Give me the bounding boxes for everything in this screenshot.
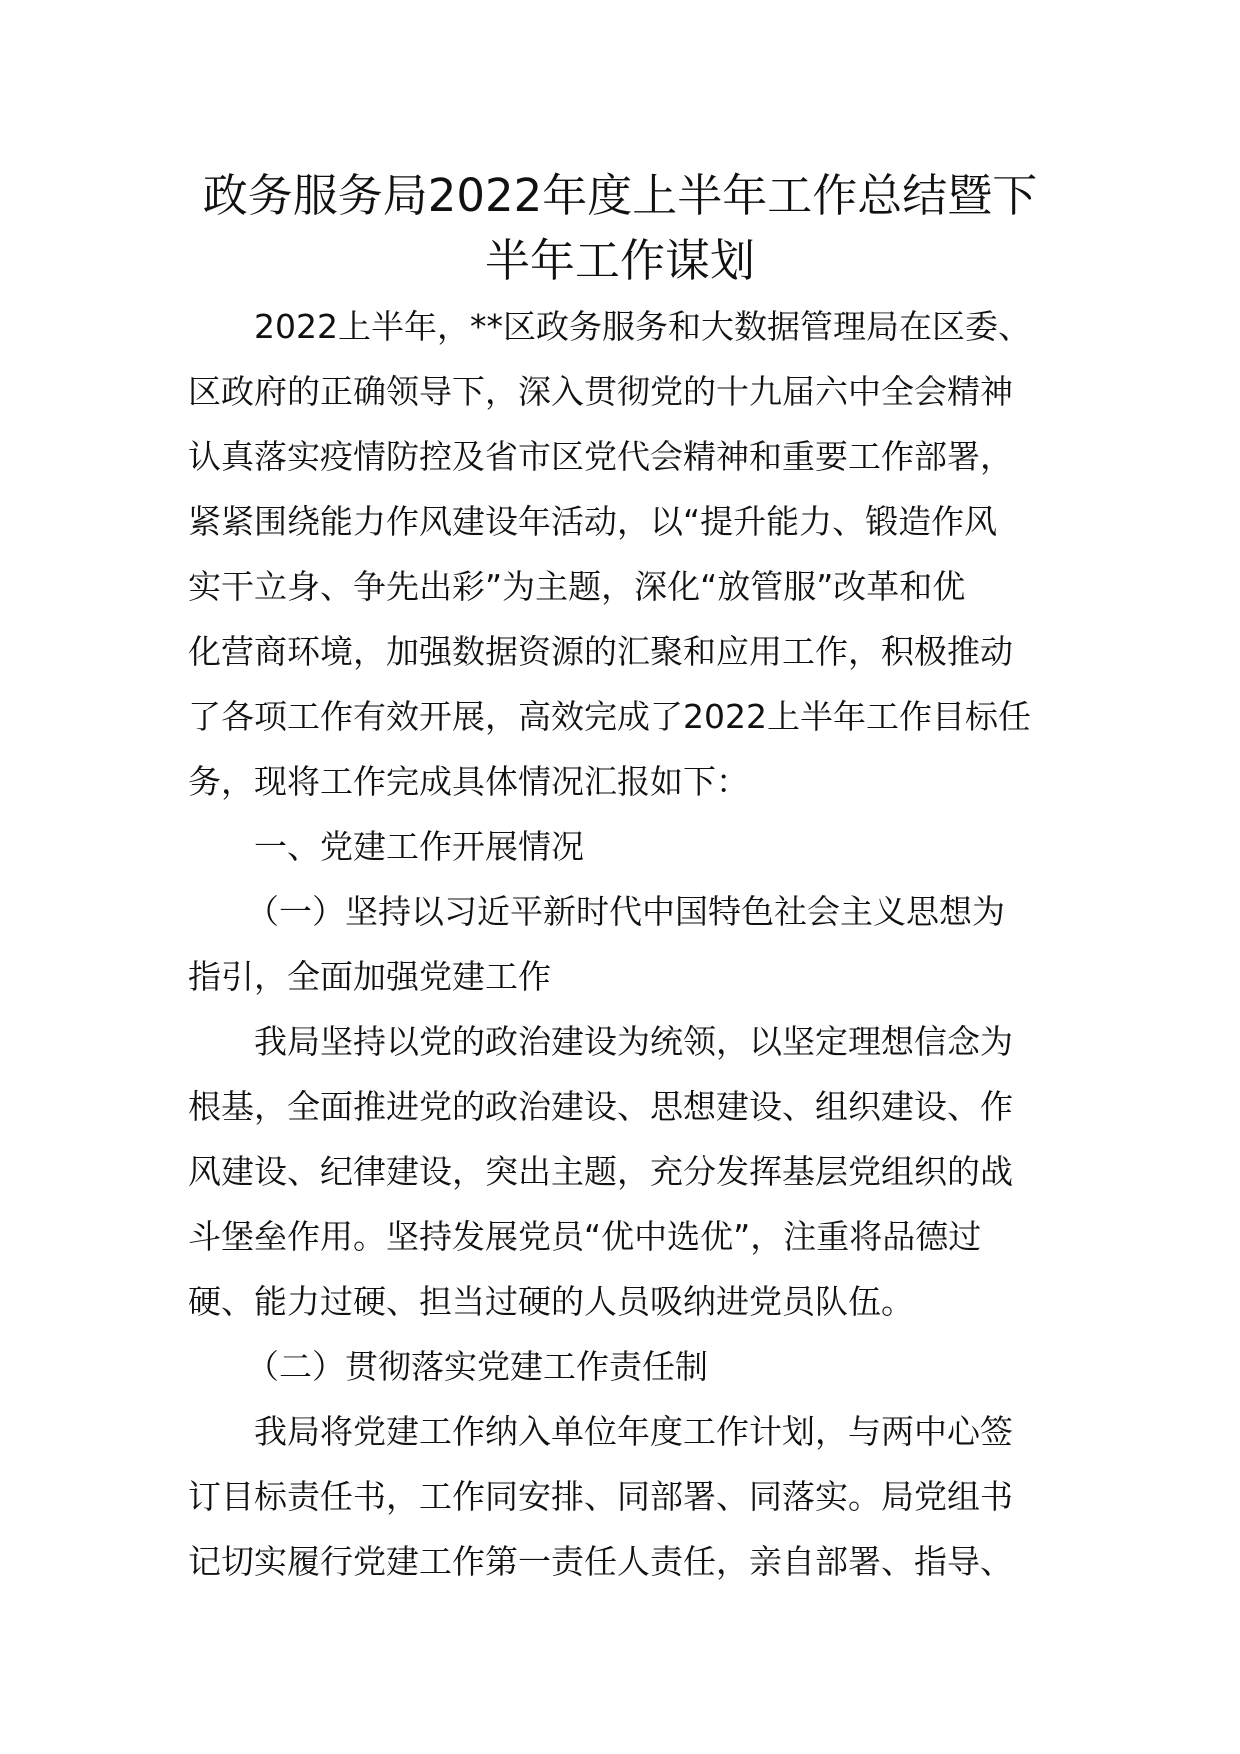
title-line: 政务服务局2022年度上半年工作总结暨下 [202,169,1038,222]
paragraph-line: 根基，全面推进党的政治建设、思想建设、组织建设、作 [188,1087,1013,1126]
body-paragraph [188,1009,1058,1334]
document-body [188,294,1058,1594]
paragraph-line: 认真落实疫情防控及省市区党代会精神和重要工作部署， [188,437,1013,476]
paragraph-line: 记切实履行党建工作第一责任人责任，亲自部署、指导、 [188,1542,1013,1581]
paragraph-line: 化营商环境，加强数据资源的汇聚和应用工作，积极推动 [188,632,1013,671]
paragraph-line: 实干立身、争先出彩”为主题，深化“放管服”改革和优 [188,567,966,606]
subsection-heading [188,879,1058,1009]
paragraph-line: （一）坚持以习近平新时代中国特色社会主义思想为 [246,892,1005,931]
paragraph-line: 指引，全面加强党建工作 [188,957,551,996]
intro-paragraph [188,294,1058,814]
paragraph-line: 订目标责任书，工作同安排、同部署、同落实。局党组书 [188,1477,1013,1516]
subsection-heading: （二）贯彻落实党建工作责任制 [246,1347,708,1386]
paragraph-line: 我局坚持以党的政治建设为统领，以坚定理想信念为 [254,1022,1013,1061]
paragraph-line: 务，现将工作完成具体情况汇报如下： [188,762,749,801]
document-title [170,163,1070,293]
paragraph-line: 硬、能力过硬、担当过硬的人员吸纳进党员队伍。 [188,1282,914,1321]
paragraph-line: 了各项工作有效开展，高效完成了2022上半年工作目标任 [188,697,1031,736]
paragraph-line: 区政府的正确领导下，深入贯彻党的十九届六中全会精神 [188,372,1013,411]
paragraph-line: 我局将党建工作纳入单位年度工作计划，与两中心签 [254,1412,1013,1451]
section-heading: 一、党建工作开展情况 [254,827,584,866]
paragraph-line: 2022上半年，**区政务服务和大数据管理局在区委、 [254,307,1031,346]
paragraph-line: 紧紧围绕能力作风建设年活动，以“提升能力、锻造作风 [188,502,998,541]
body-paragraph [188,1399,1058,1594]
paragraph-line: 斗堡垒作用。坚持发展党员“优中选优”，注重将品德过 [188,1217,982,1256]
title-line: 半年工作谋划 [484,234,755,287]
paragraph-line: 风建设、纪律建设，突出主题，充分发挥基层党组织的战 [188,1152,1013,1191]
